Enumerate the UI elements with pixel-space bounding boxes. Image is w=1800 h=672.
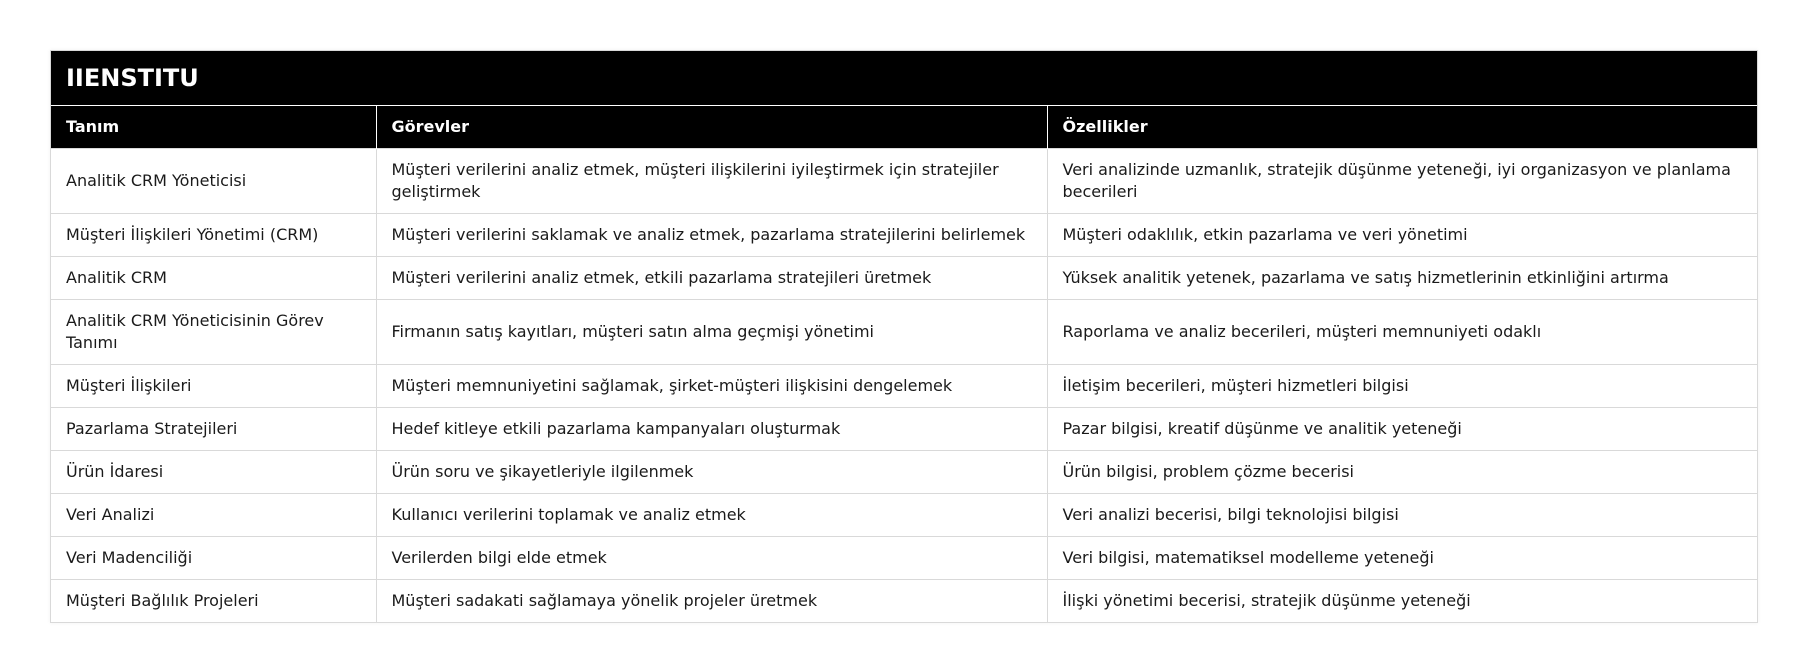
cell-gorevler: Ürün soru ve şikayetleriyle ilgilenmek xyxy=(376,450,1047,493)
cell-gorevler: Verilerden bilgi elde etmek xyxy=(376,536,1047,579)
cell-ozellikler: Veri bilgisi, matematiksel modelleme yeteneği xyxy=(1047,536,1757,579)
cell-gorevler: Hedef kitleye etkili pazarlama kampanyaları oluşturmak xyxy=(376,407,1047,450)
table-row xyxy=(51,213,1757,256)
data-table xyxy=(51,106,1757,622)
table-row xyxy=(51,407,1757,450)
cell-gorevler: Müşteri sadakati sağlamaya yönelik projeler üretmek xyxy=(376,579,1047,622)
cell-ozellikler: Raporlama ve analiz becerileri, müşteri memnuniyeti odaklı xyxy=(1047,299,1757,364)
column-header-gorevler: Görevler xyxy=(376,106,1047,148)
cell-gorevler: Müşteri verilerini saklamak ve analiz etmek, pazarlama stratejilerini belirlemek xyxy=(376,213,1047,256)
table-row xyxy=(51,364,1757,407)
cell-ozellikler: Pazar bilgisi, kreatif düşünme ve analitik yeteneği xyxy=(1047,407,1757,450)
table-row xyxy=(51,493,1757,536)
cell-tanim: Pazarlama Stratejileri xyxy=(51,407,376,450)
data-table-container xyxy=(50,50,1758,623)
cell-gorevler: Kullanıcı verilerini toplamak ve analiz etmek xyxy=(376,493,1047,536)
table-row xyxy=(51,256,1757,299)
table-row xyxy=(51,579,1757,622)
cell-ozellikler: Veri analizinde uzmanlık, stratejik düşünme yeteneği, iyi organizasyon ve planlama becerileri xyxy=(1047,148,1757,213)
cell-gorevler: Firmanın satış kayıtları, müşteri satın alma geçmişi yönetimi xyxy=(376,299,1047,364)
cell-tanim: Müşteri İlişkileri Yönetimi (CRM) xyxy=(51,213,376,256)
cell-gorevler: Müşteri memnuniyetini sağlamak, şirket-müşteri ilişkisini dengelemek xyxy=(376,364,1047,407)
table-row xyxy=(51,450,1757,493)
cell-ozellikler: İlişki yönetimi becerisi, stratejik düşünme yeteneği xyxy=(1047,579,1757,622)
cell-tanim: Ürün İdaresi xyxy=(51,450,376,493)
cell-tanim: Müşteri Bağlılık Projeleri xyxy=(51,579,376,622)
column-header-tanim: Tanım xyxy=(51,106,376,148)
table-header xyxy=(51,106,1757,148)
header-row xyxy=(51,106,1757,148)
cell-ozellikler: Veri analizi becerisi, bilgi teknolojisi bilgisi xyxy=(1047,493,1757,536)
cell-tanim: Analitik CRM xyxy=(51,256,376,299)
cell-tanim: Müşteri İlişkileri xyxy=(51,364,376,407)
table-row xyxy=(51,148,1757,213)
cell-ozellikler: Yüksek analitik yetenek, pazarlama ve satış hizmetlerinin etkinliğini artırma xyxy=(1047,256,1757,299)
table-row xyxy=(51,299,1757,364)
table-body xyxy=(51,148,1757,622)
cell-ozellikler: Müşteri odaklılık, etkin pazarlama ve veri yönetimi xyxy=(1047,213,1757,256)
cell-ozellikler: İletişim becerileri, müşteri hizmetleri bilgisi xyxy=(1047,364,1757,407)
cell-tanim: Veri Analizi xyxy=(51,493,376,536)
cell-tanim: Veri Madenciliği xyxy=(51,536,376,579)
cell-gorevler: Müşteri verilerini analiz etmek, etkili pazarlama stratejileri üretmek xyxy=(376,256,1047,299)
table-row xyxy=(51,536,1757,579)
table-title: IIENSTITU xyxy=(51,51,1757,106)
cell-ozellikler: Ürün bilgisi, problem çözme becerisi xyxy=(1047,450,1757,493)
cell-gorevler: Müşteri verilerini analiz etmek, müşteri ilişkilerini iyileştirmek için stratejiler geliştirmek xyxy=(376,148,1047,213)
cell-tanim: Analitik CRM Yöneticisi xyxy=(51,148,376,213)
column-header-ozellikler: Özellikler xyxy=(1047,106,1757,148)
cell-tanim: Analitik CRM Yöneticisinin Görev Tanımı xyxy=(51,299,376,364)
